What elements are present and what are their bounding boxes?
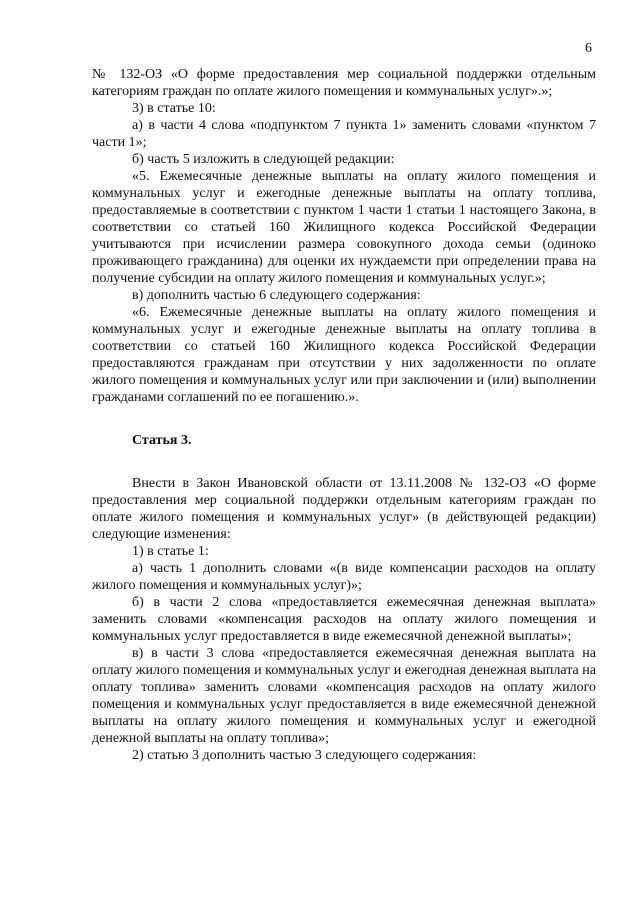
- amendments-article-2-continued: [92, 66, 596, 406]
- paragraph: в) в части 3 слова «предоставляется ежемесячная денежная выплата на оплату жилого помещения и коммунальных услуг и ежегодная денежная выплата на оплату топлива» заменить словами «компенсация расходов на оплату жилого помещения и коммунальных услуг предоставляется в виде ежемесячной денежной выплаты на оплату жилого помещения и коммунальных услуг и ежегодной денежной выплаты на оплату топлива»;: [92, 646, 596, 746]
- page-number: 6: [585, 41, 592, 56]
- paragraph: 3) в статье 10:: [132, 101, 216, 116]
- paragraph: «5. Ежемесячные денежные выплаты на оплату жилого помещения и коммунальных услуг и ежегодные денежные выплаты на оплату топлива, предоставляемые в соответствии с пунктом 1 части 1 статьи 1 настоящего Закона, в соответствии со статьей 160 Жилищного кодекса Российской Федерации учитываются при исчислении размера совокупного дохода семьи (одиноко проживающего гражданина) для оценки их нуждаемсти при определении права на получение субсидии на оплату жилого помещения и коммунальных услуг.»;: [92, 169, 596, 286]
- document-body: [92, 66, 596, 764]
- paragraph: а) часть 1 дополнить словами «(в виде компенсации расходов на оплату жилого помещения и коммунальных услуг)»;: [92, 561, 596, 593]
- paragraph: Внести в Закон Ивановской области от 13.11.2008 № 132-ОЗ «О форме предоставления мер социальной поддержки отдельным категориям граждан по оплате жилого помещения и коммунальных услуг» (в действующей редакции) следующие изменения:: [92, 476, 596, 542]
- paragraph: 2) статью 3 дополнить частью 3 следующего содержания:: [132, 748, 477, 763]
- paragraph: б) в части 2 слова «предоставляется ежемесячная денежная выплата» заменить словами «компенсация расходов на оплату жилого помещения и коммунальных услуг предоставляется в виде ежемесячной денежной выплаты»;: [92, 595, 596, 644]
- paragraph: а) в части 4 слова «подпунктом 7 пункта 1» заменить словами «пунктом 7 части 1»;: [92, 118, 596, 150]
- article-heading: Статья 3.: [132, 433, 192, 448]
- paragraph: 1) в статье 1:: [132, 544, 209, 559]
- paragraph: б) часть 5 изложить в следующей редакции:: [132, 152, 395, 167]
- paragraph: № 132-ОЗ «О форме предоставления мер социальной поддержки отдельным категориям граждан по оплате жилого помещения и коммунальных услуг».»;: [92, 67, 596, 99]
- amendments-article-3: [92, 475, 596, 764]
- paragraph: «6. Ежемесячные денежные выплаты на оплату жилого помещения и коммунальных услуг и ежегодные денежные выплаты на оплату топлива в соответствии со статьей 160 Жилищного кодекса Российской Федерации предоставляются гражданам при отсутствии у них задолженности по оплате жилого помещения и коммунальных услуг или при заключении и (или) выполнении гражданами соглашений по ее погашению.».: [92, 305, 596, 405]
- paragraph: в) дополнить частью 6 следующего содержания:: [132, 288, 421, 303]
